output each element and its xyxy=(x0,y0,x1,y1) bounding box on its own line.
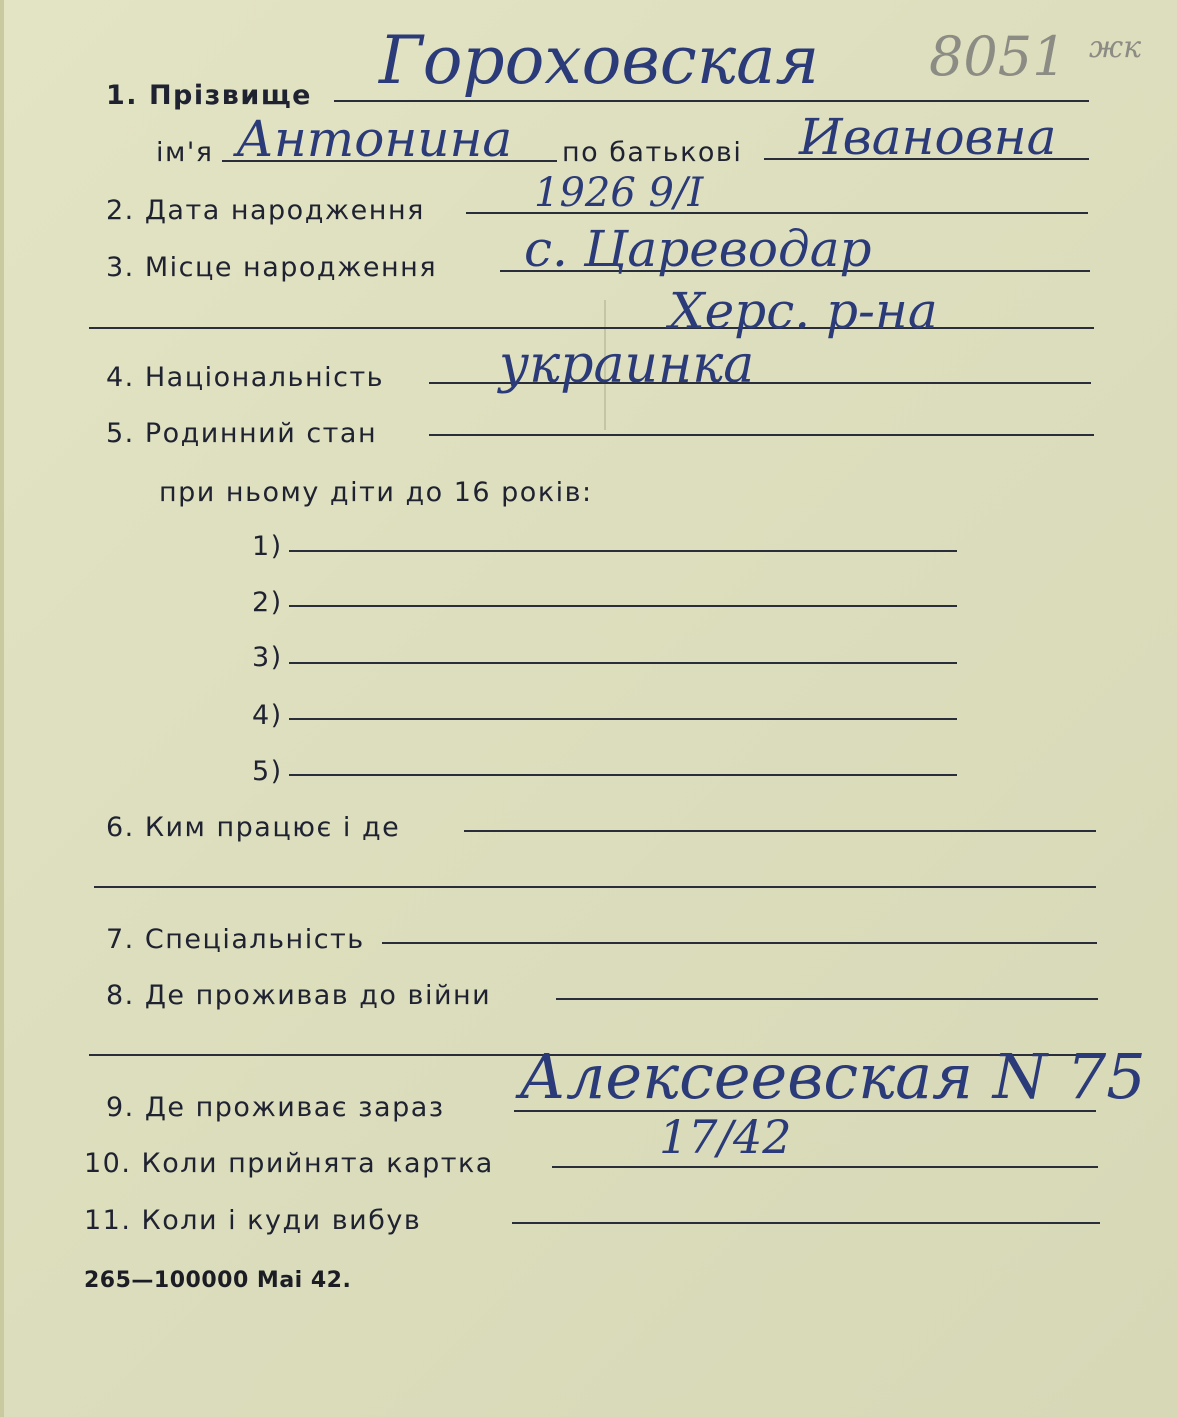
child-3-label: 3) xyxy=(252,642,283,673)
surname-label: 1. Прізвище xyxy=(106,80,312,111)
surname-line xyxy=(334,100,1089,102)
patronymic-value: Ивановна xyxy=(799,108,1057,166)
children-label: при ньому діти до 16 років: xyxy=(159,477,593,508)
current-residence-value: Алексеевская N 75 xyxy=(519,1040,1146,1113)
specialty-label: 7. Спеціальність xyxy=(106,924,365,955)
birth-place-value-line1: с. Цареводар xyxy=(524,220,872,278)
card-accepted-label: 10. Коли прийнята картка xyxy=(84,1148,494,1179)
pencil-archive-suffix: жк xyxy=(1089,30,1142,65)
birth-place-label: 3. Місце народження xyxy=(106,252,438,283)
patronymic-label: по батькові xyxy=(562,137,743,168)
birth-place-line-2 xyxy=(89,327,1094,329)
child-1-label: 1) xyxy=(252,531,283,562)
printers-mark: 265—100000 Mai 42. xyxy=(84,1268,352,1293)
specialty-line xyxy=(382,942,1097,944)
prewar-residence-label: 8. Де проживав до війни xyxy=(106,980,492,1011)
nationality-value: украинка xyxy=(499,335,755,395)
child-5-label: 5) xyxy=(252,756,283,787)
birth-date-value: 1926 9/I xyxy=(534,170,704,216)
work-line-2 xyxy=(94,886,1096,888)
child-5-line xyxy=(289,774,957,776)
card-accepted-line xyxy=(552,1166,1098,1168)
prewar-residence-line xyxy=(556,998,1098,1000)
child-2-label: 2) xyxy=(252,587,283,618)
child-4-label: 4) xyxy=(252,700,283,731)
child-2-line xyxy=(289,605,957,607)
birth-date-label: 2. Дата народження xyxy=(106,195,425,226)
card-accepted-value: 17/42 xyxy=(659,1110,792,1164)
nationality-label: 4. Національність xyxy=(106,362,385,393)
first-name-value: Антонина xyxy=(236,110,513,168)
departure-label: 11. Коли і куди вибув xyxy=(84,1205,422,1236)
surname-value: Гороховская xyxy=(379,22,820,99)
work-line xyxy=(464,830,1096,832)
family-status-label: 5. Родинний стан xyxy=(106,418,378,449)
departure-line xyxy=(512,1222,1100,1224)
child-3-line xyxy=(289,662,957,664)
current-residence-label: 9. Де проживає зараз xyxy=(106,1092,445,1123)
birth-place-value-line2: Херс. р-на xyxy=(669,282,938,340)
child-1-line xyxy=(289,550,957,552)
pencil-archive-number: 8051 xyxy=(929,25,1067,88)
work-label: 6. Ким працює і де xyxy=(106,812,401,843)
first-name-label: ім'я xyxy=(156,137,214,168)
family-status-line xyxy=(429,434,1094,436)
child-4-line xyxy=(289,718,957,720)
